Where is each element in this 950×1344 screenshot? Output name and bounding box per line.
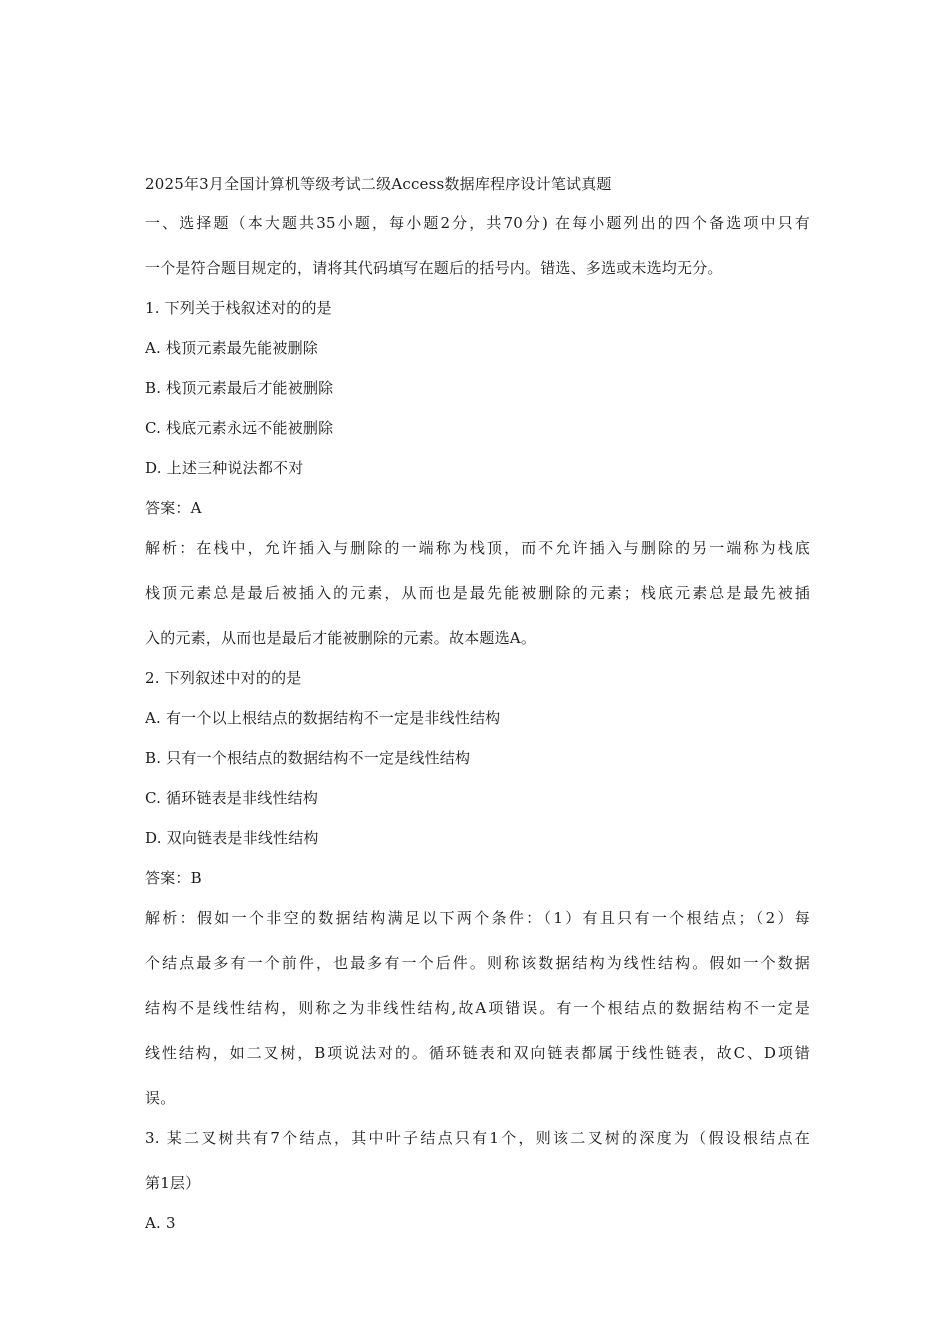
section-heading-line-2: 一个是符合题目规定的，请将其代码填写在题后的括号内。错选、多选或未选均无分。	[145, 259, 723, 277]
question-1-option-d: D. 上述三种说法都不对	[145, 459, 304, 477]
question-1-option-b: B. 栈顶元素最后才能被删除	[145, 379, 334, 397]
document-title: 2025年3月全国计算机等级考试二级Access数据库程序设计笔试真题	[145, 175, 612, 193]
question-3-stem-line-2: 第1层）	[145, 1174, 201, 1192]
question-2-option-a: A. 有一个以上根结点的数据结构不一定是非线性结构	[145, 709, 501, 727]
question-1-stem: 1. 下列关于栈叙述对的的是	[145, 299, 332, 317]
question-2-option-c: C. 循环链表是非线性结构	[145, 789, 319, 807]
question-2-stem: 2. 下列叙述中对的的是	[145, 669, 302, 687]
question-2-analysis-line-1: 解析：假如一个非空的数据结构满足以下两个条件：（1）有且只有一个根结点；（2）每	[145, 909, 810, 927]
question-2-analysis-line-2: 个结点最多有一个前件，也最多有一个后件。则称该数据结构为线性结构。假如一个数据	[145, 954, 810, 972]
question-2-answer: 答案：B	[145, 869, 202, 887]
question-2-option-d: D. 双向链表是非线性结构	[145, 829, 319, 847]
question-2-analysis-line-5: 误。	[145, 1089, 176, 1107]
question-2-analysis-line-3: 结构不是线性结构，则称之为非线性结构,故A项错误。有一个根结点的数据结构不一定是	[145, 999, 810, 1017]
question-2-option-b: B. 只有一个根结点的数据结构不一定是线性结构	[145, 749, 471, 767]
question-1-analysis-line-3: 入的元素，从而也是最后才能被删除的元素。故本题选A。	[145, 629, 537, 647]
question-1-analysis-line-1: 解析：在栈中，允许插入与删除的一端称为栈顶，而不允许插入与删除的另一端称为栈底	[145, 539, 810, 557]
question-2-analysis-line-4: 线性结构，如二叉树，B项说法对的。循环链表和双向链表都属于线性链表，故C、D项错	[145, 1044, 810, 1062]
question-1-option-a: A. 栈顶元素最先能被删除	[145, 339, 318, 357]
question-1-analysis-line-2: 栈顶元素总是最后被插入的元素，从而也是最先能被删除的元素；栈底元素总是最先被插	[145, 584, 810, 602]
exam-document	[145, 174, 810, 1253]
section-heading-line-1: 一、选择题（本大题共35小题，每小题2分，共70分) 在每小题列出的四个备选项中只有	[145, 214, 810, 232]
question-3-stem-line-1: 3. 某二叉树共有7个结点，其中叶子结点只有1个，则该二叉树的深度为（假设根结点在	[145, 1129, 810, 1147]
question-1-option-c: C. 栈底元素永远不能被删除	[145, 419, 334, 437]
question-1-answer: 答案：A	[145, 499, 202, 517]
question-3-option-a: A. 3	[145, 1214, 176, 1232]
